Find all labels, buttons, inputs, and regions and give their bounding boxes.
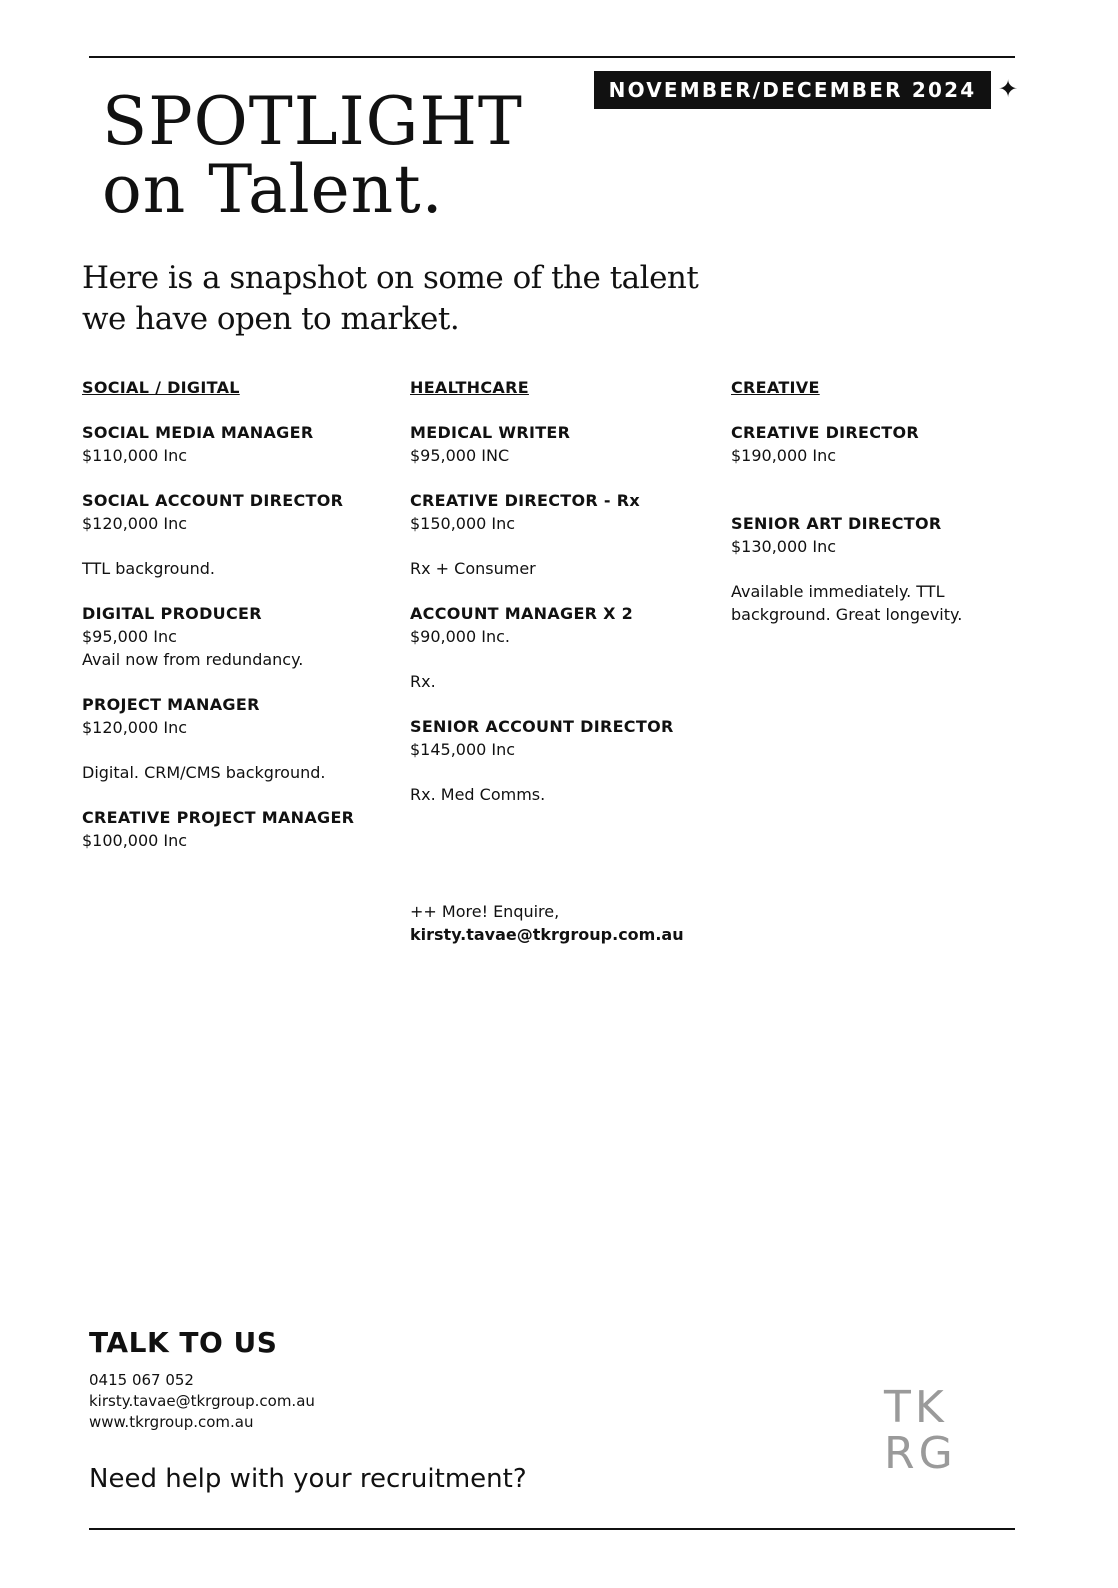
top-divider bbox=[89, 56, 1015, 58]
salary: $120,000 Inc bbox=[82, 718, 188, 737]
talent-entry bbox=[410, 602, 730, 693]
talent-entry bbox=[82, 489, 402, 580]
role-title: ACCOUNT MANAGER X 2 bbox=[410, 604, 634, 623]
contact-block bbox=[89, 1326, 315, 1433]
salary: $95,000 Inc bbox=[82, 627, 177, 646]
role-note: Rx. bbox=[410, 672, 436, 691]
contact-website-link[interactable]: www.tkrgroup.com.au bbox=[89, 1413, 254, 1431]
column-creative bbox=[731, 376, 1031, 648]
talent-entry bbox=[82, 693, 402, 784]
role-title: SENIOR ACCOUNT DIRECTOR bbox=[410, 717, 674, 736]
role-title: CREATIVE DIRECTOR - Rx bbox=[410, 491, 640, 510]
salary: $95,000 INC bbox=[410, 446, 510, 465]
role-title: CREATIVE DIRECTOR bbox=[731, 423, 920, 442]
column-social-digital bbox=[82, 376, 402, 874]
role-detail: Avail now from redundancy. bbox=[82, 650, 304, 669]
role-title: CREATIVE PROJECT MANAGER bbox=[82, 808, 355, 827]
talent-entry bbox=[82, 421, 402, 467]
role-title: DIGITAL PRODUCER bbox=[82, 604, 262, 623]
column-heading: CREATIVE bbox=[731, 378, 820, 397]
subtitle-line1: Here is a snapshot on some of the talent bbox=[82, 260, 699, 296]
talent-entry bbox=[731, 512, 1031, 626]
talent-entry bbox=[410, 489, 730, 580]
sparkle-icon: ✦ bbox=[998, 75, 1019, 103]
date-badge: NOVEMBER/DECEMBER 2024 bbox=[594, 71, 991, 109]
role-note: TTL background. bbox=[82, 559, 215, 578]
talk-to-us-heading: TALK TO US bbox=[89, 1326, 278, 1359]
salary: $120,000 Inc bbox=[82, 514, 188, 533]
page-title-line2: on Talent. bbox=[102, 151, 444, 228]
role-note: Rx + Consumer bbox=[410, 559, 536, 578]
page-title-line1: SPOTLIGHT bbox=[102, 83, 523, 160]
role-note: Rx. Med Comms. bbox=[410, 785, 546, 804]
salary: $110,000 Inc bbox=[82, 446, 188, 465]
role-title: MEDICAL WRITER bbox=[410, 423, 571, 442]
enquire-email-link[interactable]: kirsty.tavae@tkrgroup.com.au bbox=[410, 925, 684, 944]
role-title: SOCIAL ACCOUNT DIRECTOR bbox=[82, 491, 344, 510]
bottom-divider bbox=[89, 1528, 1015, 1530]
page-title bbox=[102, 83, 523, 228]
enquire-block bbox=[410, 900, 684, 946]
role-title: SOCIAL MEDIA MANAGER bbox=[82, 423, 314, 442]
column-heading: HEALTHCARE bbox=[410, 378, 529, 397]
tkrg-logo bbox=[884, 1382, 974, 1479]
salary: $130,000 Inc bbox=[731, 537, 837, 556]
page-subtitle bbox=[82, 258, 722, 340]
logo-line1: TK bbox=[884, 1382, 948, 1433]
salary: $190,000 Inc bbox=[731, 446, 837, 465]
role-title: SENIOR ART DIRECTOR bbox=[731, 514, 942, 533]
role-note: Available immediately. TTL background. Great longevity. bbox=[731, 582, 963, 624]
talent-entry bbox=[731, 421, 1031, 467]
salary: $145,000 Inc bbox=[410, 740, 516, 759]
help-tagline: Need help with your recruitment? bbox=[89, 1464, 527, 1494]
salary: $150,000 Inc bbox=[410, 514, 516, 533]
talent-entry bbox=[410, 715, 730, 806]
logo-line2: RG bbox=[884, 1428, 957, 1479]
contact-phone[interactable]: 0415 067 052 bbox=[89, 1371, 194, 1389]
column-heading: SOCIAL / DIGITAL bbox=[82, 378, 240, 397]
role-title: PROJECT MANAGER bbox=[82, 695, 260, 714]
enquire-text: ++ More! Enquire, bbox=[410, 902, 560, 921]
role-note: Digital. CRM/CMS background. bbox=[82, 763, 326, 782]
salary: $90,000 Inc. bbox=[410, 627, 510, 646]
subtitle-line2: we have open to market. bbox=[82, 301, 460, 337]
column-healthcare bbox=[410, 376, 730, 828]
salary: $100,000 Inc bbox=[82, 831, 188, 850]
talent-entry bbox=[82, 602, 402, 671]
talent-entry bbox=[82, 806, 402, 852]
talent-entry bbox=[410, 421, 730, 467]
contact-email-link[interactable]: kirsty.tavae@tkrgroup.com.au bbox=[89, 1392, 315, 1410]
